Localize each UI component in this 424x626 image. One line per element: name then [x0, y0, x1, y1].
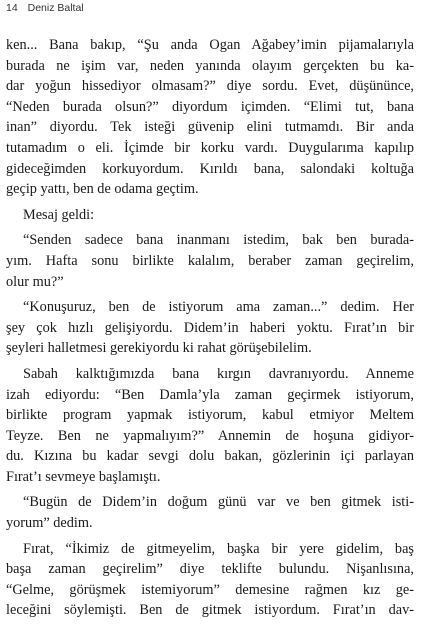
text-line: “Gelme, görüşmek istemiyorum” demesine rağmen kız ge-	[6, 581, 414, 598]
text-line: Fırat, “İkimiz de gitmeyelim, başka bir yere gidelim, baş	[23, 540, 414, 557]
text-line: inan” diyordu. Tek isteği güvenip elini tutmamdı. Bir anda	[6, 119, 414, 136]
paragraph	[6, 364, 414, 488]
text-line: “Senden sadece bana inanmanı istedim, bak ben burada-	[23, 232, 414, 249]
text-line: “Neden burada olsun?” diyordum içimden. “Elimi tut, bana	[6, 98, 414, 115]
body-text	[6, 35, 414, 626]
paragraph	[6, 35, 414, 200]
paragraph	[6, 297, 414, 359]
paragraph	[6, 230, 414, 292]
text-line: Teyze. Ben ne yapmalıyım?” Annemin de hoşuna gidiyor-	[6, 427, 414, 444]
text-line: başa zaman geçirelim” diye teklifte bulundu. Nişanlısına,	[6, 561, 414, 578]
text-line: “Konuşuruz, ben de istiyorum ama zaman...” dedim. Her	[23, 299, 414, 316]
text-line: dar yoğun hissediyor olmasam?” diye sordu. Evet, düşününce,	[6, 78, 414, 95]
text-line: tutamadım o eli. İçimde bir korku vardı. Duygularıma kapılıp	[6, 139, 414, 156]
text-line: yım. Hafta sonu birlikte kalalım, beraber zaman geçirelim,	[6, 252, 414, 269]
text-line: şey çok hızlı gelişiyordu. Didem’in haberi yoktu. Fırat’ın bir	[6, 319, 414, 336]
text-line: Sabah kalktığımızda bana kırgın davranıyordu. Anneme	[23, 365, 414, 382]
text-line: yorum” dedim.	[6, 515, 93, 532]
text-line: Fırat’ı sevmeye başlamıştı.	[6, 468, 161, 485]
paragraph	[6, 492, 414, 533]
author-name: Deniz Baltal	[27, 2, 84, 14]
text-line: Mesaj geldi:	[23, 206, 95, 223]
text-line: du. Kızına bu kadar sevgi dolu bakan, gözlerinin içi parlayan	[6, 448, 414, 465]
text-line: “Bugün de Didem’in doğum günü var ve ben gitmek isti-	[23, 494, 414, 511]
paragraph	[6, 539, 414, 621]
text-line: ken... Bana bakıp, “Şu anda Ogan Ağabey’imin pijamalarıyla	[6, 37, 414, 53]
page-number: 14	[6, 2, 18, 14]
text-line: birlikte program yapmak istiyorum, kabul etmiyor Meltem	[6, 407, 414, 424]
text-line: şeyleri halletmesi gerekiyordu ki rahat görüşebilelim.	[6, 340, 312, 357]
text-line: leceğini söylemişti. Ben de gitmek istiyordum. Fırat’ın dav-	[6, 602, 414, 619]
text-line: izah ediyordu: “Ben Damla’yla zaman geçirmek istiyorum,	[6, 386, 414, 403]
running-head	[6, 2, 84, 14]
text-line: geçip yattı, ben de odama geçtim.	[6, 181, 199, 198]
text-line: burada ne işim var, neden yanında olayım gerçekten bu ka-	[6, 57, 414, 74]
text-line: olur mu?”	[6, 273, 64, 290]
text-line: gideceğimden korkuyordum. Kırıldı bana, salondaki koltuğa	[6, 160, 414, 177]
paragraph	[6, 205, 414, 226]
